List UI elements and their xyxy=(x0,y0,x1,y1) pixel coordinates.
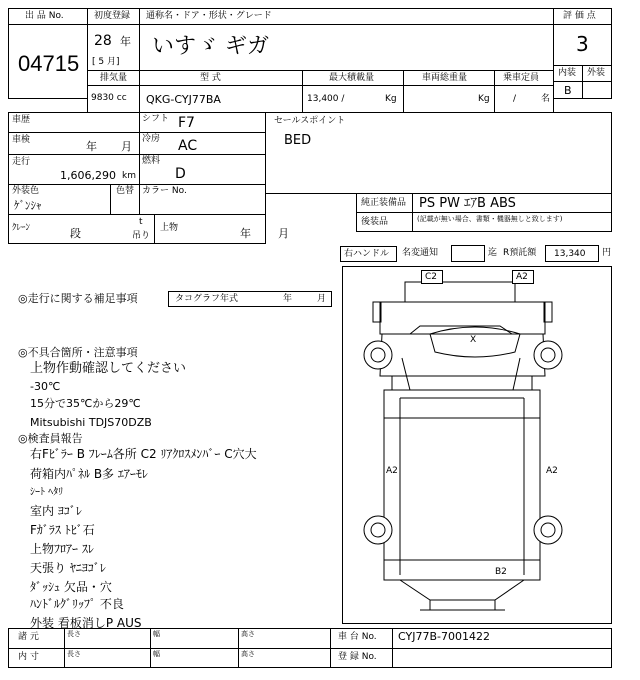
model-cell xyxy=(139,85,303,113)
aftermarket-label: 後装品 xyxy=(361,217,389,227)
warning-label: 迄 xyxy=(488,248,498,258)
max-load-cell xyxy=(302,85,404,113)
sales-point-label: セールスポイント xyxy=(274,116,346,126)
car-name-label: 通称名・ドア・形状・グレード xyxy=(146,11,272,21)
color-label: 外装色 xyxy=(12,186,40,196)
report-line: 外装 看板消しP AUS xyxy=(30,616,142,630)
bed-month-unit: 月 xyxy=(278,227,289,240)
damage-diagram xyxy=(342,266,612,624)
max-load: 13,400 / xyxy=(307,94,345,104)
mileage: 1,606,290 xyxy=(60,169,116,182)
grade-cell xyxy=(553,24,612,66)
damage-mark: C2 xyxy=(421,270,443,284)
lot-no-label-cell xyxy=(8,8,88,25)
height-label: 高さ xyxy=(241,650,255,658)
report-line: Fｶﾞﾗｽ ﾄﾋﾞ石 xyxy=(30,523,95,537)
r-reserve-unit: 円 xyxy=(602,248,612,258)
r-reserve-label: R預託額 xyxy=(503,248,537,258)
dims-label: 諸 元 xyxy=(18,632,39,642)
length-label: 長さ xyxy=(67,630,81,638)
reg-label: 登 録 No. xyxy=(338,652,377,662)
lot-no-label: 出 品 No. xyxy=(25,11,64,21)
ac-label: 冷房 xyxy=(142,134,161,144)
width-label: 幅 xyxy=(153,630,160,638)
damage-mark: B2 xyxy=(495,567,507,577)
interior-label-cell xyxy=(553,65,583,82)
car-name: いすゞ ギガ xyxy=(152,34,269,59)
defect-line: 15分で35℃から29℃ xyxy=(30,397,141,410)
mileage-label: 走行 xyxy=(12,157,31,167)
first-reg-label-cell xyxy=(87,8,140,25)
displacement: 9830 cc xyxy=(91,93,127,103)
ac: AC xyxy=(178,138,198,154)
r-reserve-box xyxy=(545,245,599,262)
chassis-label: 車 台 No. xyxy=(338,632,377,642)
equipment-label: 純正装備品 xyxy=(361,198,407,208)
damage-mark: X xyxy=(470,335,477,345)
grade-label: 評 価 点 xyxy=(563,11,596,21)
fuel-label: 燃料 xyxy=(142,156,161,166)
first-reg-cell xyxy=(87,24,140,71)
model-label-cell xyxy=(139,70,303,86)
exterior-label-cell xyxy=(582,65,612,82)
exterior-label: 外装 xyxy=(587,68,606,78)
first-reg-year: 28 xyxy=(94,33,112,49)
aftermarket-row xyxy=(356,212,612,232)
max-load-label-cell xyxy=(302,70,404,86)
steering: 右ハンドル xyxy=(344,249,390,259)
capacity-unit: 名 xyxy=(541,94,551,104)
crane-stage: 段 xyxy=(70,227,81,240)
interior-label: 内装 xyxy=(558,68,577,78)
sales-point-text: BED xyxy=(284,133,312,148)
driving-notes-label: ◎走行に関する補足事項 xyxy=(18,292,138,305)
tacho-box xyxy=(168,291,332,307)
report-line: ﾊﾝﾄﾞﾙｸﾞﾘｯﾌﾟ 不良 xyxy=(30,597,124,611)
displacement-label-cell xyxy=(87,70,140,86)
height-label: 高さ xyxy=(241,630,255,638)
steering-box xyxy=(340,246,397,262)
name-change-box xyxy=(451,245,485,262)
tacho-month-unit: 月 xyxy=(317,294,327,304)
report-line: ﾀﾞｯｼｭ 欠品・穴 xyxy=(30,580,112,594)
gross-weight-label: 車両総重量 xyxy=(422,73,468,83)
chassis-no: CYJ77B-7001422 xyxy=(398,630,490,643)
defects-label: ◎不具合箇所・注意事項 xyxy=(18,346,138,359)
car-name-label-cell xyxy=(139,8,554,25)
color-no-label: カラー No. xyxy=(142,186,187,196)
tacho-year-unit: 年 xyxy=(283,294,293,304)
capacity-label: 乗車定員 xyxy=(503,73,540,83)
bed-year-unit: 年 xyxy=(240,227,251,240)
equipment-items: PS PW ｴｱB ABS xyxy=(419,196,516,211)
defect-line: 上物作動確認してください xyxy=(30,361,187,376)
displacement-cell xyxy=(87,85,140,113)
capacity-label-cell xyxy=(494,70,554,86)
tacho-label: タコグラフ年式 xyxy=(175,294,239,304)
damage-mark: A2 xyxy=(512,270,534,284)
bed-label: 上物 xyxy=(160,223,179,233)
mileage-unit: km xyxy=(122,171,136,181)
crane-label: ｸﾚｰﾝ xyxy=(12,223,31,233)
r-reserve: 13,340 xyxy=(554,249,586,259)
length-label: 長さ xyxy=(67,650,81,658)
exterior-grade-cell xyxy=(582,81,612,99)
gross-weight-label-cell xyxy=(403,70,495,86)
report-line: 天張り ﾔﾆﾖｺﾞﾚ xyxy=(30,561,106,575)
shift: F7 xyxy=(178,115,195,131)
defect-line: Mitsubishi TDJS70DZB xyxy=(30,416,152,429)
report-line: ｼｰﾄ ﾍﾀﾘ xyxy=(30,487,64,498)
repaint-label: 色替 xyxy=(116,186,135,196)
report-line: 右Fﾋﾞﾗｰ B ﾌﾚｰﾑ各所 C2 ﾘｱｸﾛｽﾒﾝﾊﾞｰ C穴大 xyxy=(30,447,257,461)
displacement-label: 排気量 xyxy=(100,73,128,83)
lot-no-cell xyxy=(8,24,88,99)
interior-dims-label: 内 寸 xyxy=(18,652,39,662)
crane-ton-unit: t xyxy=(139,217,143,227)
inspection-label: 車検 xyxy=(12,135,31,145)
crane-hoist: 吊り xyxy=(132,231,151,241)
car-name-cell xyxy=(139,24,554,71)
max-load-unit: Kg xyxy=(385,94,397,104)
fuel: D xyxy=(175,166,186,182)
lot-no: 04715 xyxy=(18,51,80,76)
grade-label-cell xyxy=(553,8,612,25)
capacity: / xyxy=(513,94,517,104)
sales-point-block xyxy=(265,112,612,194)
gross-weight-cell xyxy=(403,85,495,113)
color: ｹﾞﾝｼｬ xyxy=(14,199,42,212)
first-reg-label: 初度登録 xyxy=(94,11,131,21)
inspection-month-unit: 月 xyxy=(121,140,132,153)
capacity-cell xyxy=(494,85,554,113)
aftermarket-note: (記載が無い場合、書類・機器無しと致します) xyxy=(417,215,563,223)
shift-label: シフト xyxy=(142,114,170,124)
width-label: 幅 xyxy=(153,650,160,658)
defect-line: -30℃ xyxy=(30,380,61,393)
interior-grade-cell xyxy=(553,81,583,99)
inspection-year-unit: 年 xyxy=(86,140,97,153)
inspector-label: ◎検査員報告 xyxy=(18,432,83,445)
model-label: 型 式 xyxy=(200,73,221,83)
report-line: 上物ﾌﾛｱｰ ｽﾚ xyxy=(30,542,94,556)
model: QKG-CYJ77BA xyxy=(146,93,221,106)
gross-weight-unit: Kg xyxy=(478,94,490,104)
name-change-label: 名変通知 xyxy=(402,248,439,258)
report-line: 荷箱内ﾊﾟﾈﾙ B多 ｴｱｰﾓﾚ xyxy=(30,467,148,481)
damage-mark: A2 xyxy=(546,466,558,476)
history-label: 車歴 xyxy=(12,115,31,125)
damage-mark: A2 xyxy=(386,466,398,476)
interior-grade: B xyxy=(564,84,572,97)
report-line: 室内 ﾖｺﾞﾚ xyxy=(30,504,82,518)
equipment-row xyxy=(356,193,612,213)
grade: 3 xyxy=(576,32,589,56)
first-reg-month: [ 5 月] xyxy=(92,57,120,67)
max-load-label: 最大積載量 xyxy=(329,73,375,83)
first-reg-year-unit: 年 xyxy=(120,35,131,48)
